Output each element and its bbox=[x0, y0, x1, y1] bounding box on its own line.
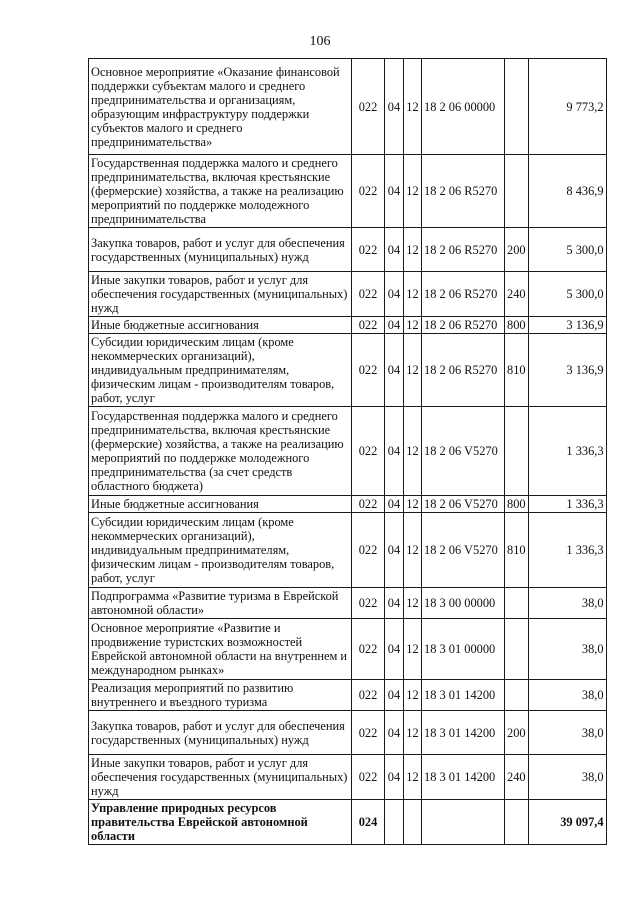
section-code: 04 bbox=[385, 334, 404, 407]
row-name: Основное мероприятие «Развитие и продвижение туристских возможностей Еврейской автономной области на внутреннем и международном рынках» bbox=[89, 619, 352, 680]
table-row bbox=[89, 755, 607, 800]
amount: 3 136,9 bbox=[528, 317, 606, 334]
row-name: Основное мероприятие «Оказание финансовой поддержки субъектам малого и среднего предпринимательства и организациям, образующим инфраструктуру поддержки субъектов малого и среднего предпринимательства» bbox=[89, 59, 352, 155]
table-row bbox=[89, 800, 607, 845]
target-article-code: 18 2 06 R5270 bbox=[422, 272, 505, 317]
ministry-code: 022 bbox=[352, 155, 385, 228]
amount: 38,0 bbox=[528, 711, 606, 755]
subsection-code: 12 bbox=[404, 680, 422, 711]
expense-type-code: 810 bbox=[505, 334, 529, 407]
target-article-code: 18 2 06 00000 bbox=[422, 59, 505, 155]
section-code: 04 bbox=[385, 513, 404, 588]
ministry-code: 022 bbox=[352, 496, 385, 513]
subsection-code: 12 bbox=[404, 272, 422, 317]
table-row bbox=[89, 334, 607, 407]
table-row bbox=[89, 513, 607, 588]
expense-type-code: 200 bbox=[505, 228, 529, 272]
amount: 38,0 bbox=[528, 588, 606, 619]
amount: 38,0 bbox=[528, 619, 606, 680]
expense-type-code bbox=[505, 619, 529, 680]
expense-type-code: 240 bbox=[505, 755, 529, 800]
subsection-code: 12 bbox=[404, 619, 422, 680]
table-row bbox=[89, 588, 607, 619]
ministry-code: 022 bbox=[352, 59, 385, 155]
amount: 1 336,3 bbox=[528, 407, 606, 496]
section-code: 04 bbox=[385, 588, 404, 619]
ministry-code: 022 bbox=[352, 619, 385, 680]
section-code: 04 bbox=[385, 680, 404, 711]
expense-type-code bbox=[505, 800, 529, 845]
subsection-code bbox=[404, 800, 422, 845]
expense-type-code: 800 bbox=[505, 317, 529, 334]
section-code: 04 bbox=[385, 155, 404, 228]
target-article-code: 18 3 00 00000 bbox=[422, 588, 505, 619]
table-row bbox=[89, 680, 607, 711]
section-code: 04 bbox=[385, 407, 404, 496]
ministry-code: 022 bbox=[352, 513, 385, 588]
row-name: Субсидии юридическим лицам (кроме некоммерческих организаций), индивидуальным предпринимателям, физическим лицам - производителям товаров, работ, услуг bbox=[89, 513, 352, 588]
expense-type-code bbox=[505, 588, 529, 619]
section-code: 04 bbox=[385, 496, 404, 513]
ministry-code: 022 bbox=[352, 588, 385, 619]
subsection-code: 12 bbox=[404, 407, 422, 496]
expense-type-code: 810 bbox=[505, 513, 529, 588]
section-code: 04 bbox=[385, 619, 404, 680]
section-code: 04 bbox=[385, 317, 404, 334]
ministry-code: 024 bbox=[352, 800, 385, 845]
row-name: Иные закупки товаров, работ и услуг для обеспечения государственных (муниципальных) нужд bbox=[89, 755, 352, 800]
section-code: 04 bbox=[385, 228, 404, 272]
ministry-code: 022 bbox=[352, 680, 385, 711]
table-row bbox=[89, 272, 607, 317]
ministry-code: 022 bbox=[352, 334, 385, 407]
page-number: 106 bbox=[309, 34, 331, 49]
row-name: Государственная поддержка малого и среднего предпринимательства, включая крестьянские (фермерские) хозяйства, а также на реализацию мероприятий по поддержке молодежного предпринимательства (за счет средств областного бюджета) bbox=[89, 407, 352, 496]
amount: 38,0 bbox=[528, 755, 606, 800]
row-name: Иные закупки товаров, работ и услуг для обеспечения государственных (муниципальных) нужд bbox=[89, 272, 352, 317]
target-article-code: 18 2 06 R5270 bbox=[422, 317, 505, 334]
amount: 5 300,0 bbox=[528, 272, 606, 317]
ministry-code: 022 bbox=[352, 272, 385, 317]
section-code: 04 bbox=[385, 272, 404, 317]
ministry-code: 022 bbox=[352, 711, 385, 755]
subsection-code: 12 bbox=[404, 334, 422, 407]
target-article-code bbox=[422, 800, 505, 845]
amount: 1 336,3 bbox=[528, 513, 606, 588]
amount: 1 336,3 bbox=[528, 496, 606, 513]
subsection-code: 12 bbox=[404, 711, 422, 755]
ministry-code: 022 bbox=[352, 228, 385, 272]
row-name: Закупка товаров, работ и услуг для обеспечения государственных (муниципальных) нужд bbox=[89, 711, 352, 755]
row-name: Подпрограмма «Развитие туризма в Еврейской автономной области» bbox=[89, 588, 352, 619]
row-name: Субсидии юридическим лицам (кроме некоммерческих организаций), индивидуальным предпринимателям, физическим лицам - производителям товаров, работ, услуг bbox=[89, 334, 352, 407]
row-name: Закупка товаров, работ и услуг для обеспечения государственных (муниципальных) нужд bbox=[89, 228, 352, 272]
table-row bbox=[89, 228, 607, 272]
target-article-code: 18 3 01 14200 bbox=[422, 711, 505, 755]
row-name: Государственная поддержка малого и среднего предпринимательства, включая крестьянские (фермерские) хозяйства, а также на реализацию мероприятий по поддержке молодежного предпринимательства bbox=[89, 155, 352, 228]
section-code: 04 bbox=[385, 755, 404, 800]
target-article-code: 18 2 06 R5270 bbox=[422, 155, 505, 228]
table-row bbox=[89, 619, 607, 680]
section-code bbox=[385, 800, 404, 845]
amount: 39 097,4 bbox=[528, 800, 606, 845]
target-article-code: 18 3 01 00000 bbox=[422, 619, 505, 680]
expense-type-code: 240 bbox=[505, 272, 529, 317]
table-row bbox=[89, 496, 607, 513]
expense-type-code: 200 bbox=[505, 711, 529, 755]
expense-type-code bbox=[505, 407, 529, 496]
row-name: Управление природных ресурсов правительства Еврейской автономной области bbox=[89, 800, 352, 845]
subsection-code: 12 bbox=[404, 755, 422, 800]
subsection-code: 12 bbox=[404, 155, 422, 228]
table-row bbox=[89, 407, 607, 496]
target-article-code: 18 2 06 V5270 bbox=[422, 513, 505, 588]
section-code: 04 bbox=[385, 711, 404, 755]
amount: 38,0 bbox=[528, 680, 606, 711]
target-article-code: 18 2 06 R5270 bbox=[422, 334, 505, 407]
amount: 8 436,9 bbox=[528, 155, 606, 228]
target-article-code: 18 2 06 R5270 bbox=[422, 228, 505, 272]
subsection-code: 12 bbox=[404, 496, 422, 513]
amount: 9 773,2 bbox=[528, 59, 606, 155]
expense-type-code: 800 bbox=[505, 496, 529, 513]
ministry-code: 022 bbox=[352, 755, 385, 800]
row-name: Реализация мероприятий по развитию внутреннего и въездного туризма bbox=[89, 680, 352, 711]
ministry-code: 022 bbox=[352, 407, 385, 496]
subsection-code: 12 bbox=[404, 317, 422, 334]
subsection-code: 12 bbox=[404, 228, 422, 272]
ministry-code: 022 bbox=[352, 317, 385, 334]
target-article-code: 18 2 06 V5270 bbox=[422, 496, 505, 513]
amount: 3 136,9 bbox=[528, 334, 606, 407]
section-code: 04 bbox=[385, 59, 404, 155]
budget-table bbox=[88, 58, 607, 845]
row-name: Иные бюджетные ассигнования bbox=[89, 496, 352, 513]
expense-type-code bbox=[505, 155, 529, 228]
table-row bbox=[89, 155, 607, 228]
target-article-code: 18 3 01 14200 bbox=[422, 755, 505, 800]
target-article-code: 18 2 06 V5270 bbox=[422, 407, 505, 496]
expense-type-code bbox=[505, 59, 529, 155]
subsection-code: 12 bbox=[404, 588, 422, 619]
amount: 5 300,0 bbox=[528, 228, 606, 272]
table-row bbox=[89, 711, 607, 755]
target-article-code: 18 3 01 14200 bbox=[422, 680, 505, 711]
table-row bbox=[89, 317, 607, 334]
row-name: Иные бюджетные ассигнования bbox=[89, 317, 352, 334]
table-row bbox=[89, 59, 607, 155]
subsection-code: 12 bbox=[404, 59, 422, 155]
expense-type-code bbox=[505, 680, 529, 711]
subsection-code: 12 bbox=[404, 513, 422, 588]
